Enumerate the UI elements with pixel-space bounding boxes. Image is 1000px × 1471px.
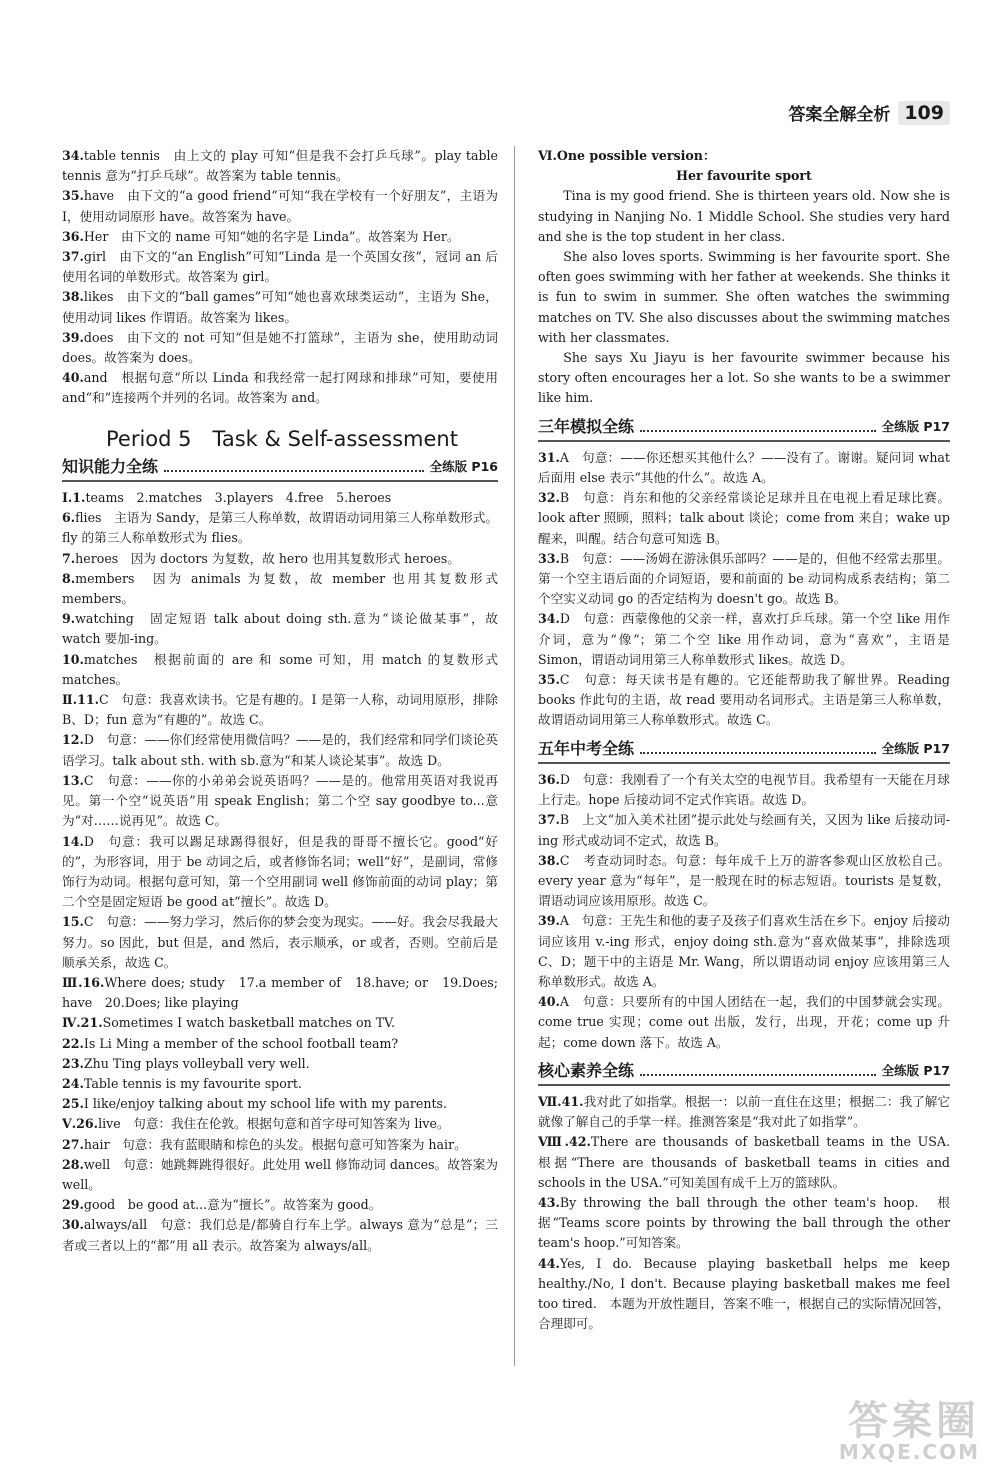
answer-text: always/all 句意：我们总是/都骑自行车上学。always 意为“总是”；三者或三者以上的“都”用 all 表示。故答案为 always/all。 bbox=[62, 1217, 498, 1253]
answer-item bbox=[62, 508, 498, 548]
answer-text: C 句意：——努力学习，然后你的梦会变为现实。——好。我会尽我最大努力。so 因此，but 但是，and 然后，表示顺承，or 或者，否则。空前后是顺承关系，故选 C。 bbox=[62, 914, 498, 970]
essay-paragraph: Tina is my good friend. She is thirteen years old. Now she is studying in Nanjing No. 1 Middle School. She studies very hard and she is the top student in her class. bbox=[538, 188, 950, 244]
answer-item bbox=[538, 1254, 950, 1335]
answer-number: 29. bbox=[62, 1197, 84, 1213]
answer-text: A 句意：只要所有的中国人团结在一起，我们的中国梦就会实现。come true 实现；come out 出版，发行，出现，开花；come up 升起；come down 落下。故选 A。 bbox=[538, 994, 950, 1050]
essay-title: Her favourite sport bbox=[676, 168, 812, 184]
answer-number: 25. bbox=[62, 1096, 84, 1112]
section-dots bbox=[164, 470, 424, 472]
answer-list-34-40 bbox=[62, 146, 498, 409]
answer-number: 33. bbox=[538, 550, 560, 566]
answer-item bbox=[62, 227, 498, 247]
answer-item bbox=[62, 569, 498, 609]
answer-number: 12. bbox=[62, 732, 84, 748]
section-name: 核心素养全练 bbox=[538, 1060, 635, 1080]
answer-text: Is Li Ming a member of the school football team? bbox=[83, 1035, 399, 1051]
answer-number: 9. bbox=[62, 611, 76, 627]
answer-text: members 因为 animals 为复数，故 member 也用其复数形式 members。 bbox=[62, 570, 498, 607]
answer-number: 38. bbox=[538, 852, 560, 868]
answer-item bbox=[62, 186, 498, 226]
answer-number: 23. bbox=[62, 1055, 84, 1071]
answer-text: good be good at...意为“擅长”。故答案为 good。 bbox=[83, 1197, 382, 1213]
section-header-three-year bbox=[538, 417, 950, 442]
answer-text: Table tennis is my favourite sport. bbox=[83, 1075, 302, 1091]
section-header-knowledge bbox=[62, 457, 498, 482]
answer-text: A 句意：——你还想买其他什么？——没有了。谢谢。疑问词 what 后面用 else 表示“其他的什么”。故选 A。 bbox=[538, 449, 950, 486]
answer-item bbox=[538, 448, 950, 488]
answer-item bbox=[62, 730, 498, 770]
page-header bbox=[788, 100, 950, 125]
answer-item bbox=[62, 488, 498, 508]
answer-number: Ⅳ.21. bbox=[62, 1015, 103, 1031]
section-header-core bbox=[538, 1061, 950, 1086]
answer-item bbox=[62, 368, 498, 408]
answer-number: 32. bbox=[538, 490, 560, 506]
section-header-five-year bbox=[538, 739, 950, 764]
answer-item bbox=[538, 911, 950, 992]
answer-item bbox=[62, 650, 498, 690]
essay-label: Ⅵ.One possible version： bbox=[538, 148, 716, 163]
answer-number: 27. bbox=[62, 1136, 84, 1152]
answer-text: girl 由下文的“an English”可知“Linda 是一个英国女孩”，冠词 an 后使用名词的单数形式。故答案为 girl。 bbox=[62, 249, 498, 285]
section-ref: 全练版 P16 bbox=[429, 458, 498, 474]
answer-number: 36. bbox=[62, 228, 84, 244]
watermark-text: 答案圈 bbox=[848, 1398, 980, 1444]
answer-text: D 句意：我可以踢足球踢得很好，但是我的哥哥不擅长它。good“好的”，为形容词，用于 be 动词之后，或者修饰名词；well“好”，是副词，常修饰行为动词。根据句意可知，第一个空用副词 well 修饰前面的动词 play；第二个空是固定短语 be good at“擅长”。故选 D。 bbox=[62, 833, 498, 910]
answer-text: live 句意：我住在伦敦。根据句意和首字母可知答案为 live。 bbox=[98, 1116, 450, 1132]
answer-number: 31. bbox=[538, 449, 560, 465]
right-column bbox=[538, 146, 963, 1334]
answer-number: Ⅲ.16. bbox=[62, 974, 105, 990]
answer-number: Ⅰ.1. bbox=[62, 490, 86, 506]
answer-number: 10. bbox=[62, 651, 84, 667]
answer-number: 15. bbox=[62, 914, 84, 930]
answer-item bbox=[62, 328, 498, 368]
answer-text: likes 由下文的“ball games”可知“她也喜欢球类运动”，主语为 She，使用动词 likes 作谓语。故答案为 likes。 bbox=[62, 289, 498, 325]
section-dots bbox=[640, 752, 876, 754]
answer-text: There are thousands of basketball teams in the USA. 根据“There are thousands of basketball teams in cities and schools in the USA.”可知美国有成千上万的篮球队。 bbox=[538, 1134, 963, 1190]
answer-text: By throwing the ball through the other team's hoop. 根据“Teams score points by throwing the ball through the other team's hoop.”可知答案。 bbox=[538, 1194, 950, 1251]
answer-item bbox=[538, 851, 950, 912]
answer-number: 35. bbox=[538, 672, 560, 688]
answer-item bbox=[62, 1013, 498, 1033]
answer-item bbox=[538, 1132, 963, 1193]
answer-item bbox=[62, 287, 498, 327]
answer-number: 39. bbox=[62, 329, 84, 345]
answer-item bbox=[538, 810, 950, 850]
answer-item bbox=[538, 670, 950, 731]
answer-text: A 句意：王先生和他的妻子及孩子们喜欢生活在乡下。enjoy 后接动词应该用 v.-ing 形式，enjoy doing sth.意为“喜欢做某事”，排除选项 C、D；题干中的主语是 Mr. Wang，所以谓语动词 enjoy 应该用第三人称单数形式。故选 A。 bbox=[538, 913, 950, 989]
answer-number: 13. bbox=[62, 772, 84, 788]
answer-list-31-35 bbox=[538, 448, 950, 731]
watermark-url: MXQE.COM bbox=[838, 1440, 980, 1464]
answer-item bbox=[62, 549, 498, 569]
answer-text: Where does; study 17.a member of 18.have; or 19.Does; have 20.Does; like playing bbox=[62, 974, 498, 1011]
answer-number: 8. bbox=[62, 570, 76, 586]
section-dots bbox=[640, 430, 876, 432]
column-divider bbox=[514, 146, 515, 1366]
section-ref: 全练版 P17 bbox=[881, 1062, 950, 1078]
header-title: 答案全解全析 bbox=[788, 105, 891, 125]
answer-item bbox=[538, 1092, 950, 1132]
section-name: 知识能力全练 bbox=[62, 456, 159, 476]
answer-text: well 句意：她跳舞跳得很好。此处用 well 修饰动词 dances。故答案为 well。 bbox=[62, 1156, 498, 1192]
answer-number: 14. bbox=[62, 833, 84, 849]
answer-number: 30. bbox=[62, 1217, 84, 1233]
answer-item bbox=[62, 771, 498, 832]
left-column bbox=[62, 146, 498, 1256]
watermark bbox=[839, 1400, 980, 1463]
answer-item bbox=[538, 1193, 950, 1254]
answer-text: watching 固定短语 talk about doing sth.意为“谈论做某事”，故 watch 要加-ing。 bbox=[62, 611, 498, 647]
answer-list-1-30 bbox=[62, 488, 498, 1256]
essay-paragraph: She says Xu Jiayu is her favourite swimmer because his story often encourages her a lot. So she wants to be a swimmer like him. bbox=[538, 350, 950, 406]
answer-text: flies 主语为 Sandy，是第三人称单数，故谓语动词用第三人称单数形式。fly 的第三人称单数形式为 flies。 bbox=[62, 510, 498, 546]
answer-text: 我对此了如指掌。根据一：以前一直住在这里；根据二：我了解它就像了解自己的手掌一样。推测答案是“我对此了如指掌”。 bbox=[538, 1093, 951, 1130]
answer-number: 43. bbox=[538, 1194, 560, 1210]
answer-number: 40. bbox=[62, 370, 84, 386]
answer-item bbox=[62, 973, 498, 1013]
answer-text: B 上文“加入美术社团”提示此处与绘画有关，又因为 like 后接动词-ing 形式或动词不定式，故选 B。 bbox=[538, 812, 950, 848]
answer-item bbox=[62, 1054, 498, 1074]
section-ref: 全练版 P17 bbox=[881, 418, 950, 434]
answer-number: 44. bbox=[538, 1255, 560, 1271]
answer-text: B 句意：肖东和他的父亲经常谈论足球并且在电视上看足球比赛。look after 照顾，照料；talk about 谈论；come from 来自；wake up 醒来，叫醒。结合句意可知选 B。 bbox=[538, 490, 950, 546]
answer-number: 34. bbox=[538, 611, 560, 627]
answer-number: 7. bbox=[62, 550, 76, 566]
answer-text: heroes 因为 doctors 为复数，故 hero 也用其复数形式 heroes。 bbox=[75, 550, 460, 566]
answer-number: 35. bbox=[62, 188, 84, 204]
answer-text: C 句意：——你的小弟弟会说英语吗？——是的。他常用英语对我说再见。第一个空“说英语”用 speak English；第二个空 say goodbye to...意为“对……说再见”。故选 C。 bbox=[62, 772, 498, 829]
answer-text: Her 由下文的 name 可知“她的名字是 Linda”。故答案为 Her。 bbox=[83, 228, 460, 244]
answer-item bbox=[62, 832, 498, 913]
answer-text: D 句意：我刚看了一个有关太空的电视节目。我希望有一天能在月球上行走。hope 后接动词不定式作宾语。故选 D。 bbox=[538, 771, 950, 808]
answer-item bbox=[538, 488, 950, 549]
answer-item bbox=[538, 609, 950, 670]
section-name: 五年中考全练 bbox=[538, 738, 635, 758]
answer-number: 40. bbox=[538, 994, 560, 1010]
answer-number: 6. bbox=[62, 510, 76, 526]
answer-item bbox=[62, 1034, 498, 1054]
section-ref: 全练版 P17 bbox=[881, 740, 950, 756]
answer-item bbox=[62, 146, 498, 186]
answer-text: does 由下文的 not 可知“但是她不打篮球”，主语为 she，使用助动词 does。故答案为 does。 bbox=[62, 329, 498, 366]
answer-text: I like/enjoy talking about my school life with my parents. bbox=[83, 1096, 447, 1112]
answer-number: 34. bbox=[62, 148, 84, 163]
answer-text: hair 句意：我有蓝眼睛和棕色的头发。根据句意可知答案为 hair。 bbox=[83, 1136, 467, 1152]
page-number: 109 bbox=[898, 101, 950, 125]
essay-paragraph: She also loves sports. Swimming is her favourite sport. She often goes swimming with her father at weekends. She thinks it is fun to swim in summer. She often watches the swimming matches on TV. She also discusses about the swimming matches with her classmates. bbox=[538, 249, 950, 345]
answer-number: 36. bbox=[538, 771, 560, 787]
answer-list-41-44 bbox=[538, 1092, 963, 1334]
answer-text: C 考查动词时态。句意：每年成千上万的游客参观山区放松自己。every year 意为“每年”，是一般现在时的标志短语。tourists 是复数，谓语动词应该用原形。故选 C。 bbox=[538, 852, 950, 909]
answer-item bbox=[62, 912, 498, 973]
answer-text: Yes, I do. Because playing basketball helps me keep healthy./No, I don't. Because playing basketball makes me feel too tired. 本题为开放性题目，答案不唯一，根据自己的实际情况回答，合理即可。 bbox=[538, 1255, 950, 1332]
answer-item bbox=[62, 1135, 498, 1155]
answer-item bbox=[62, 690, 498, 730]
answer-number: Ⅱ.11. bbox=[62, 692, 99, 708]
answer-text: matches 根据前面的 are 和 some 可知，用 match 的复数形式 matches。 bbox=[62, 651, 498, 687]
answer-text: have 由下文的“a good friend”可知“我在学校有一个好朋友”，主语为 I，使用动词原形 have。故答案为 have。 bbox=[62, 188, 498, 224]
answer-number: 22. bbox=[62, 1035, 84, 1051]
answer-item bbox=[62, 1094, 498, 1114]
answer-number: 37. bbox=[62, 249, 84, 265]
answer-text: B 句意：——汤姆在游泳俱乐部吗？——是的，但他不经常去那里。第一个空主语后面的介词短语，要和前面的 be 动词构成系表结构；第二个空实义动词 go 的否定结构为 doesn't go。故选 B。 bbox=[538, 550, 950, 607]
answer-text: Sometimes I watch basketball matches on TV. bbox=[102, 1015, 396, 1031]
answer-text: D 句意：西蒙像他的父亲一样，喜欢打乒乓球。第一个空 like 用作介词，意为“像”；第二个空 like 用作动词，意为“喜欢”，主语是 Simon，谓语动词用第三人称单数形式 likes。故选 D。 bbox=[538, 611, 950, 667]
answer-number: 37. bbox=[538, 812, 560, 828]
answer-number: 38. bbox=[62, 289, 84, 305]
answer-text: and 根据句意“所以 Linda 和我经常一起打网球和排球”可知，要使用 and“和”连接两个并列的名词。故答案为 and。 bbox=[62, 370, 498, 406]
answer-text: C 句意：我喜欢读书。它是有趣的。I 是第一人称，动词用原形，排除 B、D；fun 意为“有趣的”。故选 C。 bbox=[62, 692, 498, 728]
answer-text: Zhu Ting plays volleyball very well. bbox=[83, 1055, 310, 1071]
answer-item bbox=[62, 1215, 498, 1255]
answer-text: C 句意：每天读书是有趣的。它还能帮助我了解世界。Reading books 作此句的主语，故 read 要用动名词形式。主语是第三人称单数，故谓语动词用第三人称单数形式。故选 C。 bbox=[538, 672, 950, 728]
answer-number: 28. bbox=[62, 1156, 84, 1172]
answer-number: 24. bbox=[62, 1075, 84, 1091]
answer-text: table tennis 由上文的 play 可知“但是我不会打乒乓球”。play table tennis 意为“打乒乓球”。故答案为 table tennis。 bbox=[62, 148, 498, 184]
answer-number: 39. bbox=[538, 913, 560, 929]
answer-number: Ⅶ.41. bbox=[538, 1093, 584, 1109]
section-name: 三年模拟全练 bbox=[538, 416, 635, 436]
answer-item bbox=[62, 1074, 498, 1094]
answer-text: D 句意：——你们经常使用微信吗？——是的，我们经常和同学们谈论英语学习。talk about sth. with sb.意为“和某人谈论某事”。故选 D。 bbox=[62, 732, 498, 768]
answer-item bbox=[62, 1114, 498, 1134]
answer-item bbox=[62, 1195, 498, 1215]
section-dots bbox=[640, 1074, 876, 1076]
answer-item bbox=[62, 247, 498, 287]
answer-item bbox=[538, 770, 950, 810]
answer-item bbox=[538, 992, 950, 1053]
answer-item bbox=[62, 1155, 498, 1195]
answer-text: teams 2.matches 3.players 4.free 5.heroes bbox=[85, 490, 392, 506]
answer-number: Ⅴ.26. bbox=[62, 1116, 99, 1132]
answer-number: Ⅷ.42. bbox=[538, 1134, 591, 1150]
period-title: Period 5 Task & Self-assessment bbox=[106, 426, 458, 451]
answer-list-36-40 bbox=[538, 770, 950, 1053]
answer-item bbox=[62, 609, 498, 649]
answer-item bbox=[538, 549, 950, 610]
